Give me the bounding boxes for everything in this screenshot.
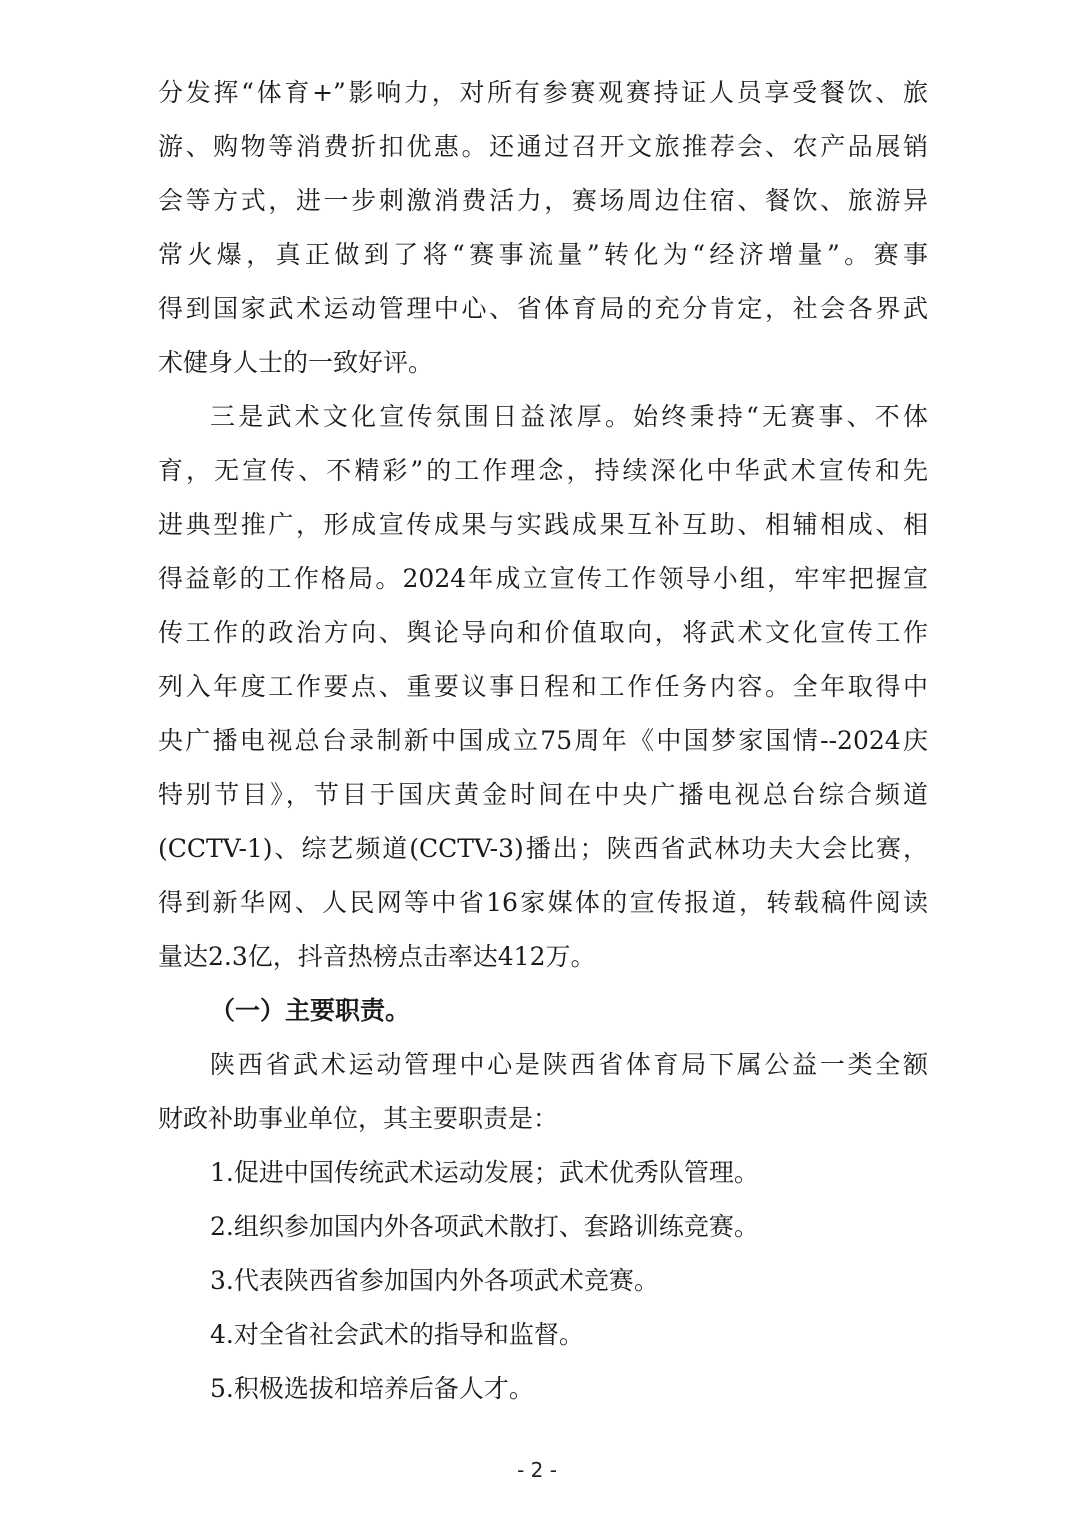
duty-item-4: 4.对全省社会武术的指导和监督。 bbox=[210, 1320, 584, 1349]
paragraph1-line-6: 术健身人士的一致好评。 bbox=[158, 348, 434, 377]
paragraph1-line-2: 游、购物等消费折扣优惠。还通过召开文旅推荐会、农产品展销 bbox=[158, 132, 928, 161]
paragraph2-line-5: 传工作的政治方向、舆论导向和价值取向，将武术文化宣传工作 bbox=[158, 618, 928, 647]
duty-item-3: 3.代表陕西省参加国内外各项武术竞赛。 bbox=[210, 1266, 659, 1295]
paragraph2-line-1: 三是武术文化宣传氛围日益浓厚。始终秉持“无赛事、不体 bbox=[210, 402, 928, 431]
page-number: - 2 - bbox=[517, 1458, 557, 1482]
paragraph1-line-3: 会等方式，进一步刺激消费活力，赛场周边住宿、餐饮、旅游异 bbox=[158, 186, 928, 215]
duty-item-2: 2.组织参加国内外各项武术散打、套路训练竞赛。 bbox=[210, 1212, 759, 1241]
paragraph3-line-1: 陕西省武术运动管理中心是陕西省体育局下属公益一类全额 bbox=[210, 1050, 928, 1079]
duty-item-5: 5.积极选拔和培养后备人才。 bbox=[210, 1374, 534, 1403]
paragraph1-line-1: 分发挥“体育+”影响力，对所有参赛观赛持证人员享受餐饮、旅 bbox=[158, 78, 928, 107]
paragraph2-line-7: 央广播电视总台录制新中国成立75周年《中国梦家国情--2024庆 bbox=[158, 726, 928, 755]
paragraph1-line-5: 得到国家武术运动管理中心、省体育局的充分肯定，社会各界武 bbox=[158, 294, 928, 323]
duty-item-1: 1.促进中国传统武术运动发展；武术优秀队管理。 bbox=[210, 1158, 759, 1187]
paragraph2-line-4: 得益彰的工作格局。2024年成立宣传工作领导小组，牢牢把握宣 bbox=[158, 564, 928, 593]
paragraph2-line-11: 量达2.3亿，抖音热榜点击率达412万。 bbox=[158, 942, 596, 971]
section-heading: （一）主要职责。 bbox=[210, 996, 411, 1025]
paragraph2-line-2: 育，无宣传、不精彩”的工作理念，持续深化中华武术宣传和先 bbox=[158, 456, 928, 485]
paragraph2-line-8: 特别节目》，节目于国庆黄金时间在中央广播电视总台综合频道 bbox=[158, 780, 928, 809]
paragraph2-line-3: 进典型推广，形成宣传成果与实践成果互补互助、相辅相成、相 bbox=[158, 510, 928, 539]
paragraph3-line-2: 财政补助事业单位，其主要职责是： bbox=[158, 1104, 559, 1133]
paragraph2-line-9: (CCTV-1)、综艺频道(CCTV-3)播出；陕西省武林功夫大会比赛， bbox=[158, 834, 928, 863]
paragraph2-line-6: 列入年度工作要点、重要议事日程和工作任务内容。全年取得中 bbox=[158, 672, 928, 701]
paragraph2-line-10: 得到新华网、人民网等中省16家媒体的宣传报道，转载稿件阅读 bbox=[158, 888, 928, 917]
paragraph1-line-4: 常火爆，真正做到了将“赛事流量”转化为“经济增量”。赛事 bbox=[158, 240, 928, 269]
